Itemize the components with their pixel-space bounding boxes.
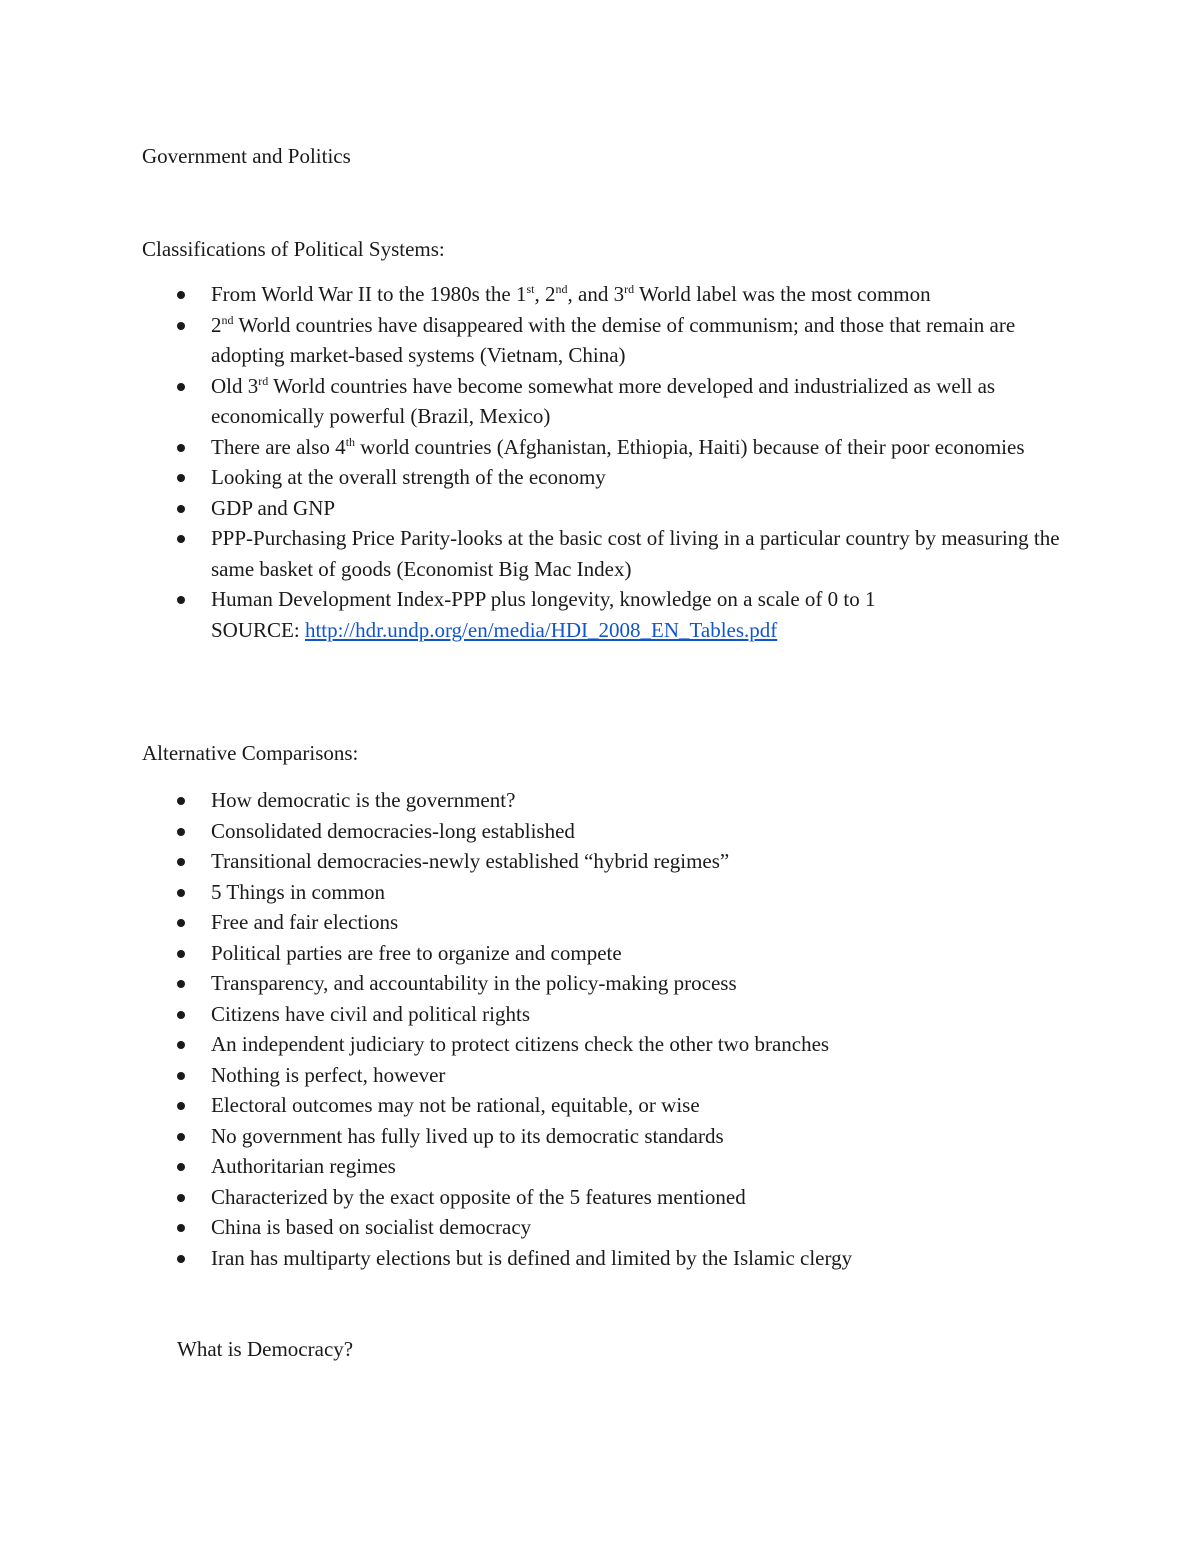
bullet-icon <box>177 889 185 897</box>
list-item: Human Development Index-PPP plus longevity, knowledge on a scale of 0 to 1 SOURCE: http://hdr.undp.org/en/media/HDI_2008_EN_Tables.pdf <box>211 584 1071 645</box>
list-item: Iran has multiparty elections but is defined and limited by the Islamic clergy <box>211 1243 1071 1274</box>
source-label: SOURCE: <box>211 617 305 642</box>
list-item: Citizens have civil and political rights <box>211 999 1071 1030</box>
list-item: Free and fair elections <box>211 907 1071 938</box>
section-heading-what-is-democracy: What is Democracy? <box>177 1337 354 1361</box>
list-item: Nothing is perfect, however <box>211 1060 1071 1091</box>
list-item: Consolidated democracies-long established <box>211 816 1071 847</box>
bullet-icon <box>177 828 185 836</box>
list-item: No government has fully lived up to its democratic standards <box>211 1121 1071 1152</box>
list-item: Transparency, and accountability in the policy-making process <box>211 968 1071 999</box>
bullet-icon <box>177 322 185 330</box>
list-item: An independent judiciary to protect citizens check the other two branches <box>211 1029 1071 1060</box>
bullet-icon <box>177 1224 185 1232</box>
bullet-icon <box>177 1011 185 1019</box>
bullet-icon <box>177 505 185 513</box>
list-item: There are also 4th world countries (Afghanistan, Ethiopia, Haiti) because of their poor economies <box>211 432 1071 463</box>
bullet-icon <box>177 919 185 927</box>
list-item: Authoritarian regimes <box>211 1151 1071 1182</box>
bullet-icon <box>177 1102 185 1110</box>
source-link[interactable]: http://hdr.undp.org/en/media/HDI_2008_EN_Tables.pdf <box>304 617 778 642</box>
bullet-icon <box>177 1255 185 1263</box>
list-item: Transitional democracies-newly established “hybrid regimes” <box>211 846 1071 877</box>
alternative-comparisons-list <box>211 785 1071 1273</box>
section-heading-classifications: Classifications of Political Systems: <box>142 237 445 261</box>
list-item: PPP-Purchasing Price Parity-looks at the basic cost of living in a particular country by measuring the same basket of goods (Economist Big Mac Index) <box>211 523 1071 584</box>
bullet-icon <box>177 1041 185 1049</box>
bullet-icon <box>177 474 185 482</box>
bullet-icon <box>177 858 185 866</box>
bullet-icon <box>177 1163 185 1171</box>
list-item: Characterized by the exact opposite of the 5 features mentioned <box>211 1182 1071 1213</box>
section-heading-alternative-comparisons: Alternative Comparisons: <box>142 741 359 765</box>
bullet-icon <box>177 797 185 805</box>
document-title: Government and Politics <box>142 144 351 168</box>
classifications-list <box>211 279 1071 645</box>
list-item: Looking at the overall strength of the economy <box>211 462 1071 493</box>
bullet-icon <box>177 1133 185 1141</box>
bullet-icon <box>177 444 185 452</box>
bullet-icon <box>177 950 185 958</box>
list-item: From World War II to the 1980s the 1st, 2nd, and 3rd World label was the most common <box>211 279 1071 310</box>
list-item: 5 Things in common <box>211 877 1071 908</box>
bullet-icon <box>177 291 185 299</box>
list-item: China is based on socialist democracy <box>211 1212 1071 1243</box>
bullet-icon <box>177 980 185 988</box>
list-item: Political parties are free to organize and compete <box>211 938 1071 969</box>
bullet-icon <box>177 1194 185 1202</box>
bullet-icon <box>177 383 185 391</box>
list-item: How democratic is the government? <box>211 785 1071 816</box>
list-item: 2nd World countries have disappeared with the demise of communism; and those that remain are adopting market-based systems (Vietnam, China) <box>211 310 1071 371</box>
list-item: Electoral outcomes may not be rational, equitable, or wise <box>211 1090 1071 1121</box>
bullet-icon <box>177 596 185 604</box>
list-item: GDP and GNP <box>211 493 1071 524</box>
bullet-icon <box>177 1072 185 1080</box>
bullet-icon <box>177 535 185 543</box>
list-item: Old 3rd World countries have become somewhat more developed and industrialized as well as economically powerful (Brazil, Mexico) <box>211 371 1071 432</box>
